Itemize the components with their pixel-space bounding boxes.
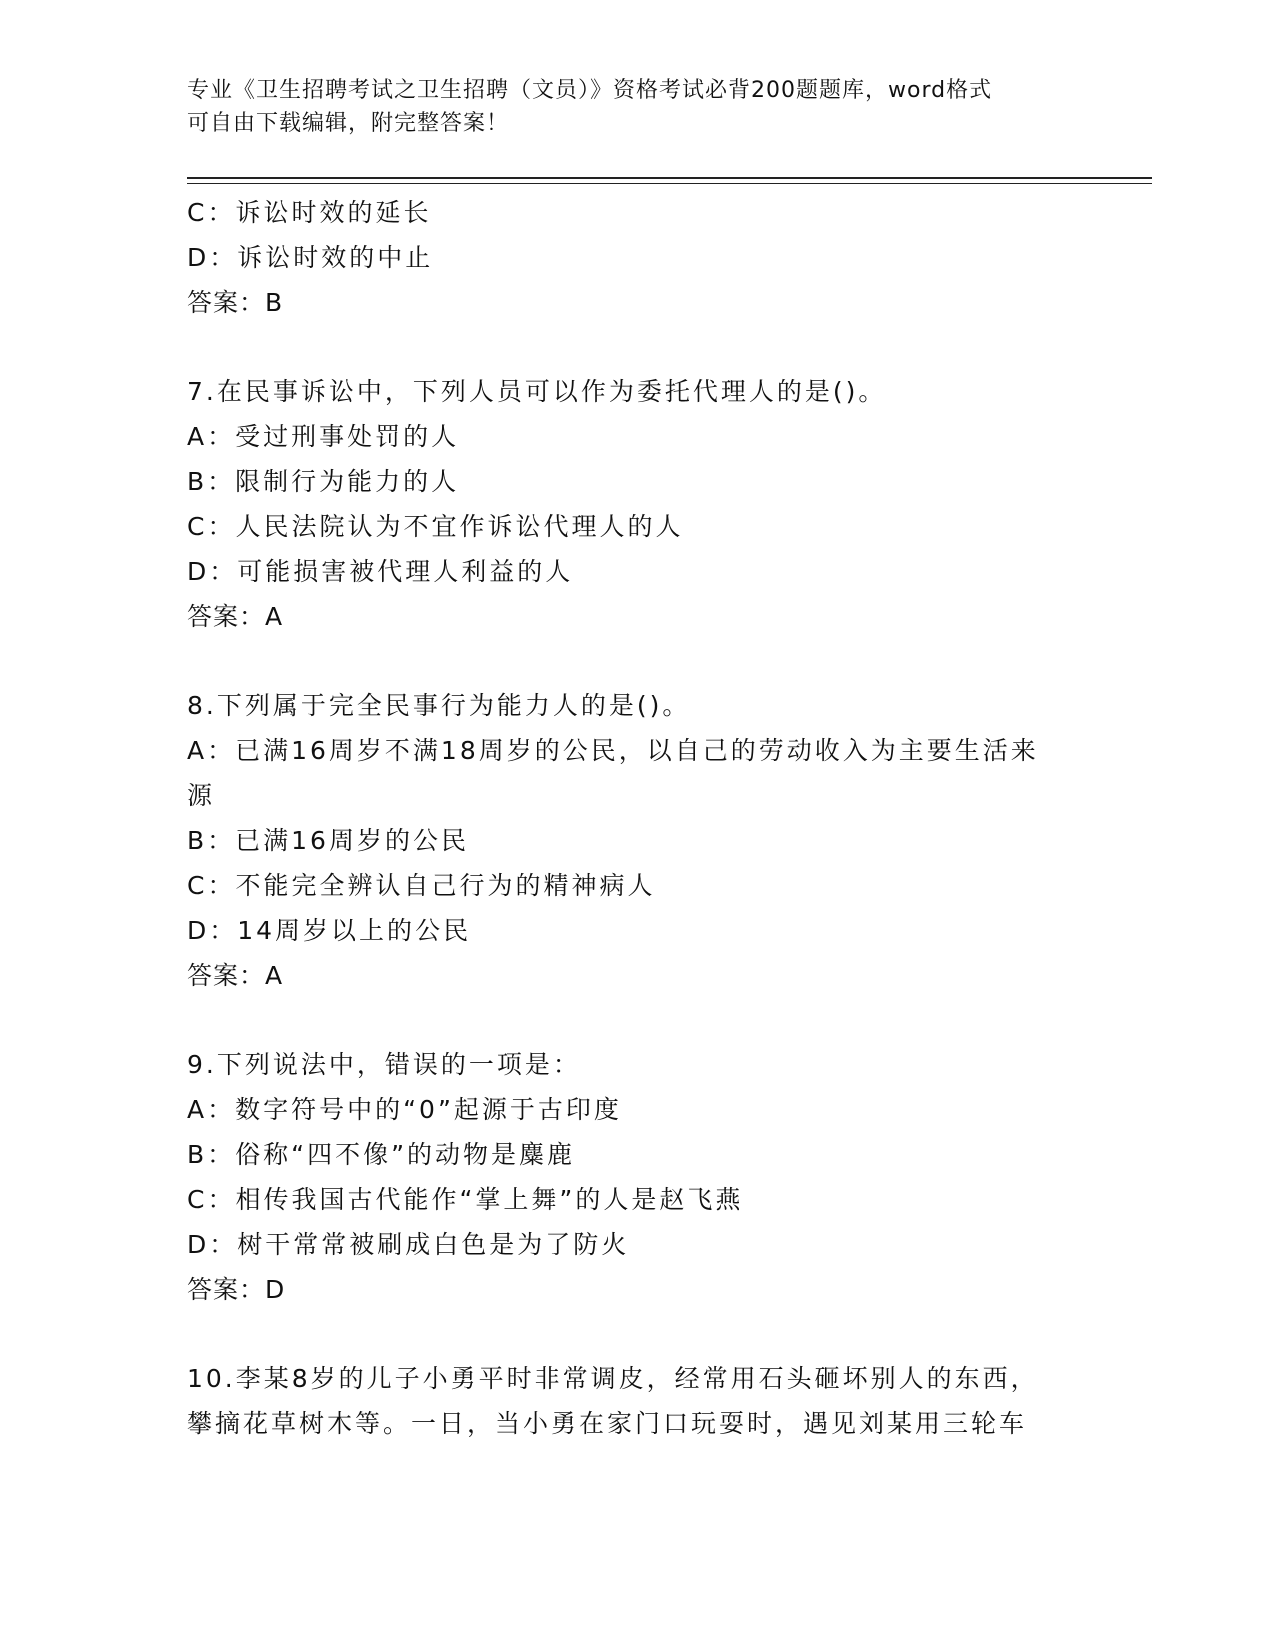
question-8: [187, 683, 1087, 998]
answer: 答案：D: [187, 1275, 286, 1304]
option-c: C：相传我国古代能作“掌上舞”的人是赵飞燕: [187, 1185, 744, 1214]
option-c: C：诉讼时效的延长: [187, 198, 432, 227]
option-d: D：树干常常被刷成白色是为了防火: [187, 1230, 630, 1259]
question-text: 9.下列说法中，错误的一项是：: [187, 1050, 581, 1079]
option-a: A：数字符号中的“0”起源于古印度: [187, 1095, 622, 1124]
option-b: B：已满16周岁的公民: [187, 826, 469, 855]
header-divider-thin: [187, 183, 1152, 184]
option-c: C：人民法院认为不宜作诉讼代理人的人: [187, 512, 684, 541]
option-a-continued: 源: [187, 781, 216, 810]
answer: 答案：A: [187, 961, 284, 990]
question-10: [187, 1356, 1087, 1446]
answer: 答案：A: [187, 602, 284, 631]
option-a: A：已满16周岁不满18周岁的公民，以自己的劳动收入为主要生活来: [187, 736, 1039, 765]
option-a: A：受过刑事处罚的人: [187, 422, 460, 451]
option-d: D：14周岁以上的公民: [187, 916, 472, 945]
question-list: [187, 190, 1087, 1446]
answer: 答案：B: [187, 288, 284, 317]
question-text: 7.在民事诉讼中，下列人员可以作为委托代理人的是()。: [187, 377, 887, 406]
option-d: D：可能损害被代理人利益的人: [187, 557, 574, 586]
page-header: [187, 74, 1067, 140]
option-b: B：限制行为能力的人: [187, 467, 460, 496]
header-title-line-2: 可自由下载编辑，附完整答案！: [187, 111, 510, 136]
question-7: [187, 369, 1087, 639]
question-6-partial: [187, 190, 1087, 325]
option-b: B：俗称“四不像”的动物是麋鹿: [187, 1140, 576, 1169]
header-divider-thick: [187, 177, 1152, 179]
question-text: 8.下列属于完全民事行为能力人的是()。: [187, 691, 691, 720]
option-c: C：不能完全辨认自己行为的精神病人: [187, 871, 656, 900]
header-title-line-1: 专业《卫生招聘考试之卫生招聘（文员）》资格考试必背200题题库，word格式: [187, 78, 993, 103]
question-text-line-2: 攀摘花草树木等。一日，当小勇在家门口玩耍时，遇见刘某用三轮车: [187, 1409, 1028, 1438]
question-text-line-1: 10.李某8岁的儿子小勇平时非常调皮，经常用石头砸坏别人的东西，: [187, 1364, 1039, 1393]
question-9: [187, 1042, 1087, 1312]
option-d: D：诉讼时效的中止: [187, 243, 434, 272]
